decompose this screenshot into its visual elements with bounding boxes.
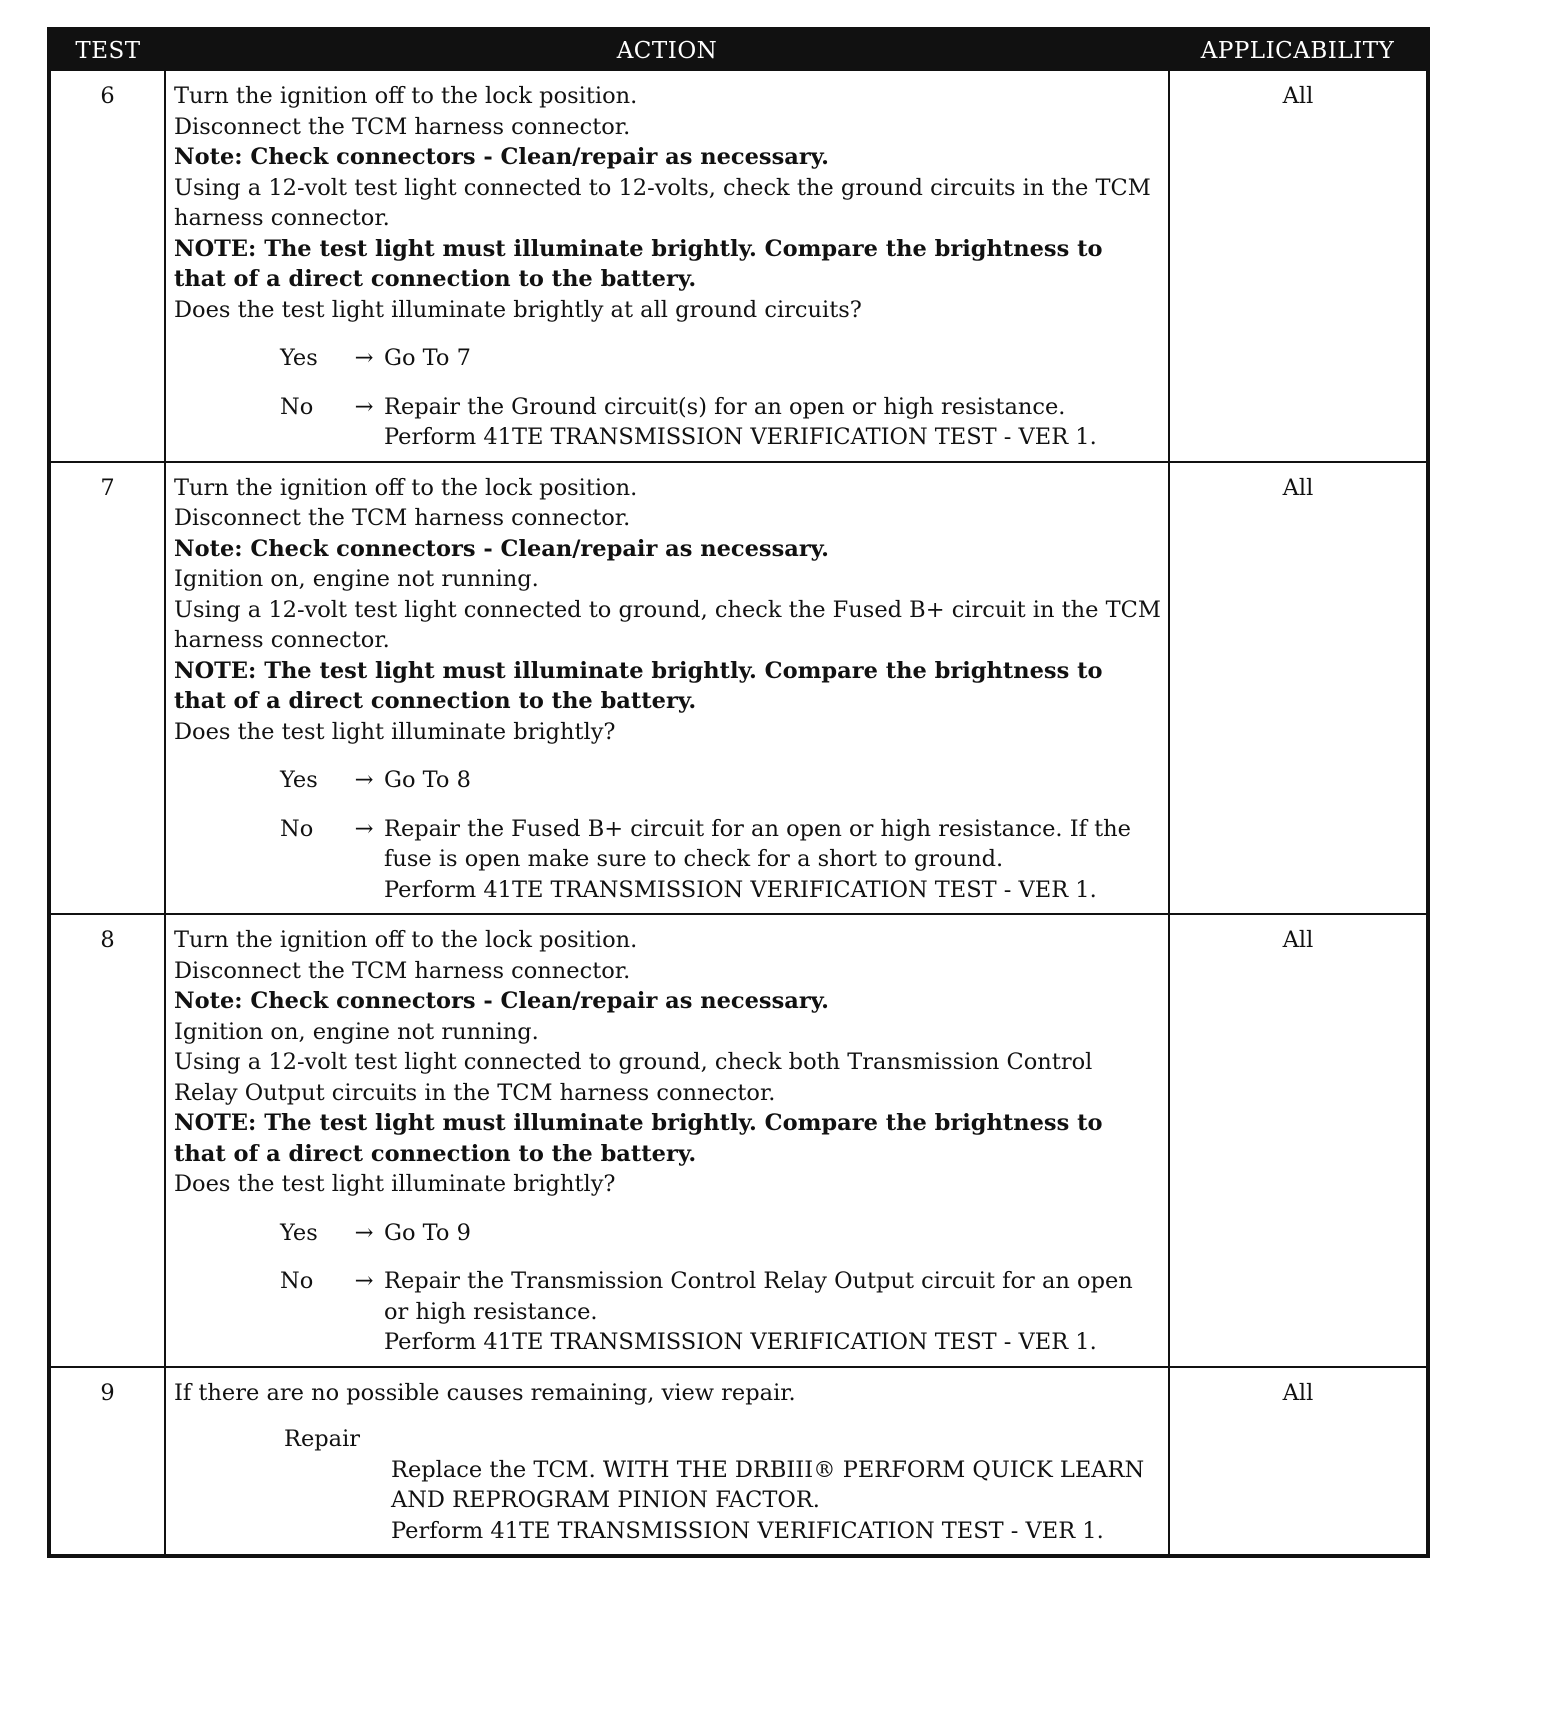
action-cell bbox=[165, 914, 1169, 1367]
branch-label: Yes bbox=[280, 1219, 318, 1246]
repair-text bbox=[174, 1455, 1162, 1547]
applicability-value: All bbox=[1169, 462, 1428, 915]
test-number: 9 bbox=[49, 1367, 165, 1557]
branch-text bbox=[322, 343, 1162, 374]
test-number: 7 bbox=[49, 462, 165, 915]
branch-line: Perform 41TE TRANSMISSION VERIFICATION TEST - VER 1. bbox=[384, 876, 1097, 903]
branch-list bbox=[174, 765, 1162, 905]
branch-text bbox=[322, 1266, 1162, 1358]
branch-label: Yes bbox=[280, 345, 318, 371]
arrow-icon: → bbox=[354, 1219, 374, 1246]
repair-label: Repair bbox=[284, 1426, 361, 1452]
applicability-value: All bbox=[1169, 1367, 1428, 1557]
branch-line: Perform 41TE TRANSMISSION VERIFICATION TEST - VER 1. bbox=[384, 424, 1097, 450]
instruction-line: Does the test light illuminate brightly at all ground circuits? bbox=[174, 296, 862, 323]
instruction-line: Disconnect the TCM harness connector. bbox=[174, 113, 631, 140]
branch-yes bbox=[174, 765, 1162, 796]
branch-text bbox=[322, 1218, 1162, 1249]
branch-line: Repair the Fused B+ circuit for an open or high resistance. If the fuse is open make sure to check for a short to ground. bbox=[384, 815, 1131, 872]
action-cell bbox=[165, 462, 1169, 915]
branch-text bbox=[322, 392, 1162, 453]
instruction-line: Ignition on, engine not running. bbox=[174, 1018, 539, 1045]
table-row bbox=[49, 1367, 1428, 1557]
instruction-line: Turn the ignition off to the lock position. bbox=[174, 927, 638, 953]
diagnostic-test-table bbox=[47, 27, 1430, 1558]
table-row bbox=[49, 914, 1428, 1367]
branch-label: No bbox=[280, 815, 314, 842]
branch-no bbox=[174, 392, 1162, 453]
action-cell bbox=[165, 1367, 1169, 1557]
branch-label: Yes bbox=[280, 767, 318, 793]
arrow-icon: → bbox=[354, 815, 374, 842]
branch-label: No bbox=[280, 393, 314, 420]
branch-label: No bbox=[280, 1268, 314, 1294]
table-header bbox=[49, 29, 1428, 71]
arrow-icon: → bbox=[354, 393, 374, 420]
test-number: 6 bbox=[49, 71, 165, 462]
repair-line: Perform 41TE TRANSMISSION VERIFICATION TEST - VER 1. bbox=[391, 1517, 1104, 1544]
applicability-value: All bbox=[1169, 71, 1428, 462]
instruction-line: Turn the ignition off to the lock position. bbox=[174, 474, 638, 501]
instruction-line: Turn the ignition off to the lock position. bbox=[174, 83, 638, 109]
branch-no bbox=[174, 1266, 1162, 1358]
branch-line: Go To 9 bbox=[384, 1219, 471, 1246]
action-cell bbox=[165, 71, 1169, 462]
branch-list bbox=[174, 343, 1162, 453]
header-action: ACTION bbox=[165, 29, 1169, 71]
instruction-line: Does the test light illuminate brightly? bbox=[174, 718, 616, 745]
branch-line: Go To 7 bbox=[384, 345, 471, 371]
instruction-line: Ignition on, engine not running. bbox=[174, 566, 539, 592]
header-test: TEST bbox=[49, 29, 165, 71]
note-line: NOTE: The test light must illuminate brightly. Compare the brightness to that of a direct connection to the battery. bbox=[174, 235, 1103, 292]
branch-line: Go To 8 bbox=[384, 767, 471, 793]
instruction-line: Does the test light illuminate brightly? bbox=[174, 1171, 616, 1197]
note-line: Note: Check connectors - Clean/repair as necessary. bbox=[174, 144, 829, 170]
branch-no bbox=[174, 814, 1162, 906]
applicability-value: All bbox=[1169, 914, 1428, 1367]
arrow-icon: → bbox=[354, 767, 374, 793]
arrow-icon: → bbox=[354, 345, 374, 371]
instruction-line: Disconnect the TCM harness connector. bbox=[174, 957, 631, 984]
table-body bbox=[49, 71, 1428, 1556]
branch-text bbox=[322, 765, 1162, 796]
repair-line: Replace the TCM. WITH THE DRBIII® PERFORM QUICK LEARN AND REPROGRAM PINION FACTOR. bbox=[391, 1456, 1145, 1513]
table-row bbox=[49, 71, 1428, 462]
instruction-line: Using a 12-volt test light connected to ground, check both Transmission Control Relay Output circuits in the TCM harness connector. bbox=[174, 1049, 1093, 1106]
instruction-line: Disconnect the TCM harness connector. bbox=[174, 505, 631, 531]
instruction-line: Using a 12-volt test light connected to 12-volts, check the ground circuits in the TCM harness connector. bbox=[174, 174, 1151, 231]
branch-line: Repair the Transmission Control Relay Output circuit for an open or high resistance. bbox=[384, 1268, 1133, 1325]
note-line: NOTE: The test light must illuminate brightly. Compare the brightness to that of a direct connection to the battery. bbox=[174, 1110, 1103, 1167]
note-line: Note: Check connectors - Clean/repair as necessary. bbox=[174, 988, 829, 1014]
instruction-line: If there are no possible causes remaining, view repair. bbox=[174, 1379, 796, 1406]
branch-line: Perform 41TE TRANSMISSION VERIFICATION TEST - VER 1. bbox=[384, 1329, 1097, 1355]
branch-line: Repair the Ground circuit(s) for an open or high resistance. bbox=[384, 393, 1066, 420]
instruction-line: Using a 12-volt test light connected to ground, check the Fused B+ circuit in the TCM harness connector. bbox=[174, 596, 1161, 653]
test-number: 8 bbox=[49, 914, 165, 1367]
arrow-icon: → bbox=[354, 1268, 374, 1294]
branch-yes bbox=[174, 1218, 1162, 1249]
branch-list bbox=[174, 1218, 1162, 1358]
header-applicability: APPLICABILITY bbox=[1169, 29, 1428, 71]
branch-yes bbox=[174, 343, 1162, 374]
table-row bbox=[49, 462, 1428, 915]
note-line: Note: Check connectors - Clean/repair as necessary. bbox=[174, 535, 829, 562]
note-line: NOTE: The test light must illuminate brightly. Compare the brightness to that of a direct connection to the battery. bbox=[174, 657, 1103, 714]
branch-text bbox=[322, 814, 1162, 906]
